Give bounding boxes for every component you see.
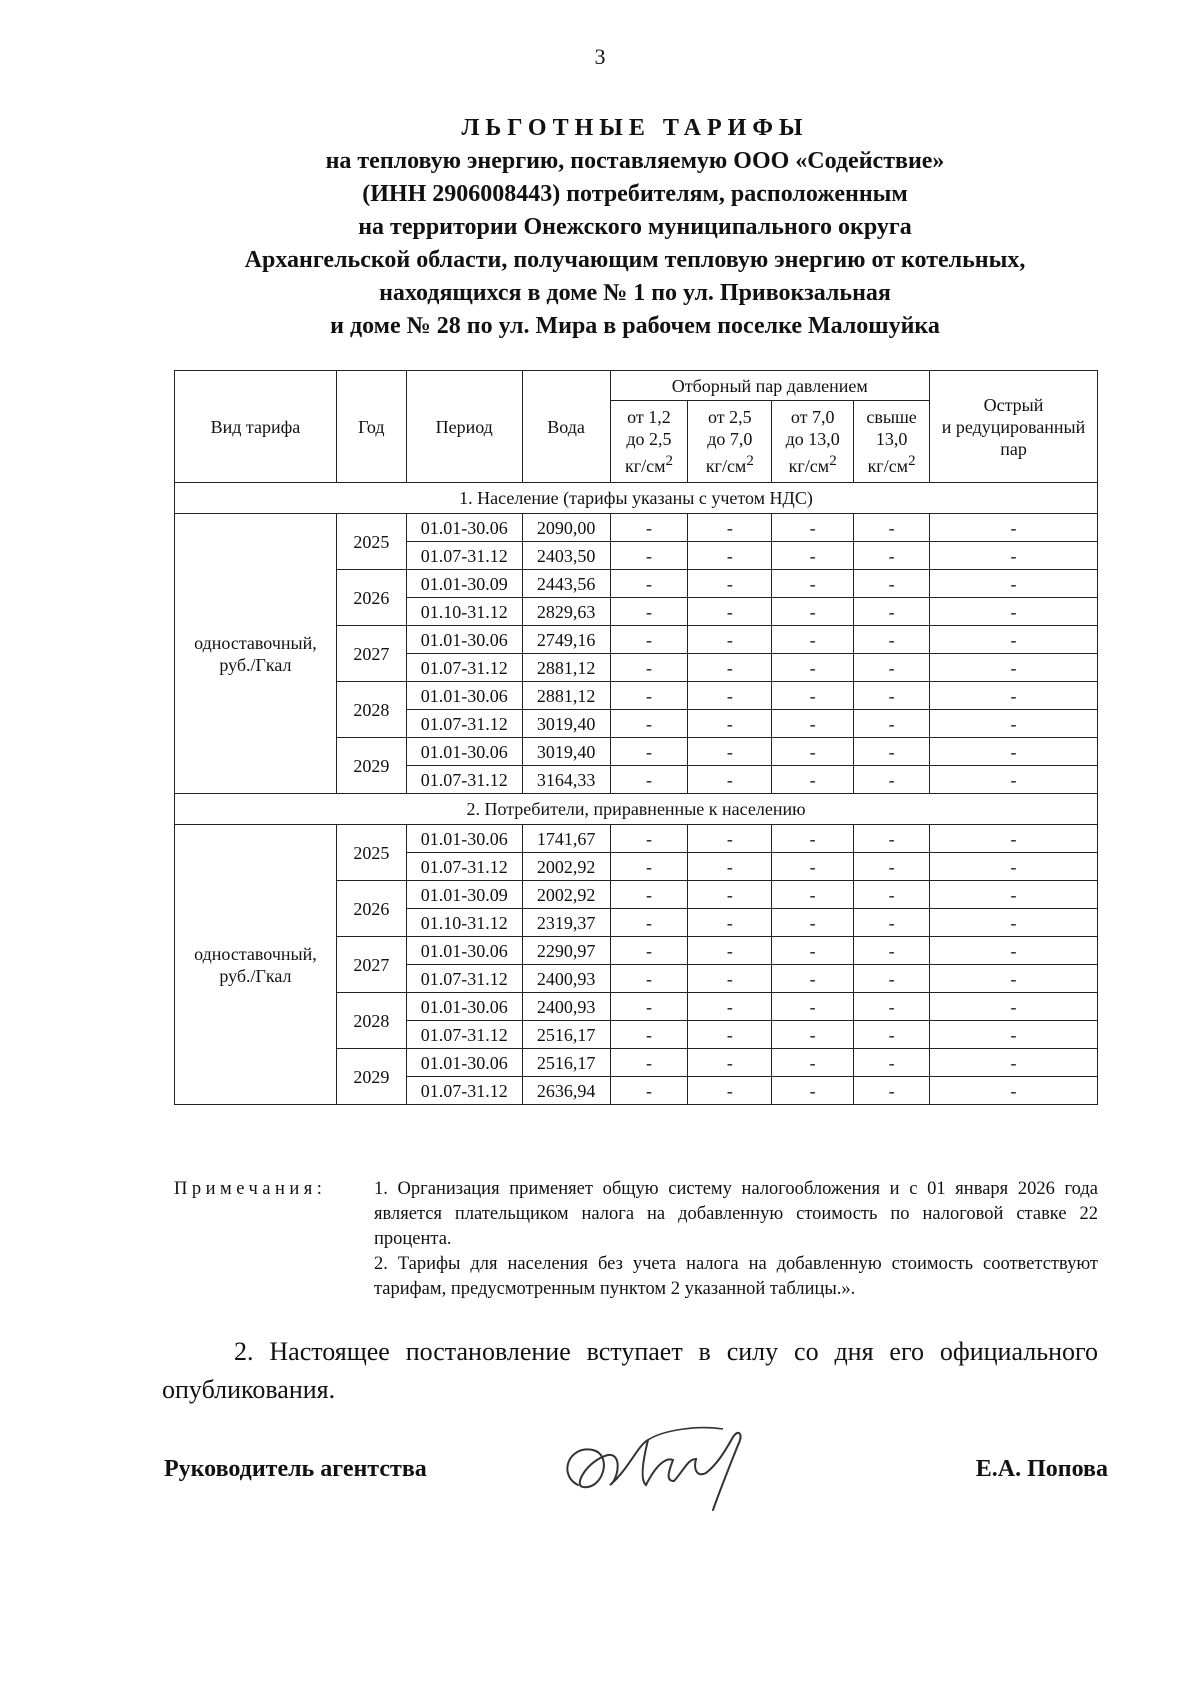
steam-tariff-cell: - xyxy=(610,598,688,626)
period-cell: 01.10-31.12 xyxy=(406,909,522,937)
steam-tariff-cell: - xyxy=(772,598,854,626)
steam-tariff-cell: - xyxy=(854,514,930,542)
title-line: и доме № 28 по ул. Мира в рабочем поселке Малошуйка xyxy=(330,313,940,339)
period-cell: 01.01-30.06 xyxy=(406,937,522,965)
steam-tariff-cell: - xyxy=(854,853,930,881)
table-body xyxy=(175,483,1098,1105)
title-line: на тепловую энергию, поставляемую ООО «Содействие» xyxy=(325,148,945,174)
steam-tariff-cell: - xyxy=(610,1077,688,1105)
steam-tariff-cell: - xyxy=(772,909,854,937)
sharp-steam-tariff-cell: - xyxy=(930,993,1098,1021)
section-header-row xyxy=(175,483,1098,514)
signer-name: Е.А. Попова xyxy=(975,1456,1108,1482)
water-tariff-cell: 2002,92 xyxy=(522,881,610,909)
sharp-steam-tariff-cell: - xyxy=(930,570,1098,598)
sharp-steam-tariff-cell: - xyxy=(930,825,1098,853)
steam-tariff-cell: - xyxy=(688,937,772,965)
steam-tariff-cell: - xyxy=(610,965,688,993)
sharp-steam-tariff-cell: - xyxy=(930,853,1098,881)
water-tariff-cell: 2749,16 xyxy=(522,626,610,654)
steam-tariff-cell: - xyxy=(772,542,854,570)
sharp-steam-tariff-cell: - xyxy=(930,682,1098,710)
steam-tariff-cell: - xyxy=(772,853,854,881)
steam-tariff-cell: - xyxy=(772,965,854,993)
steam-tariff-cell: - xyxy=(854,738,930,766)
steam-tariff-cell: - xyxy=(772,682,854,710)
steam-tariff-cell: - xyxy=(772,825,854,853)
steam-tariff-cell: - xyxy=(688,853,772,881)
tariff-type-cell: одноставочный, руб./Гкал xyxy=(175,514,337,794)
page-number: 3 xyxy=(594,44,606,69)
period-cell: 01.01-30.06 xyxy=(406,682,522,710)
steam-tariff-cell: - xyxy=(854,965,930,993)
steam-tariff-cell: - xyxy=(610,1021,688,1049)
water-tariff-cell: 2881,12 xyxy=(522,654,610,682)
steam-tariff-cell: - xyxy=(772,1077,854,1105)
steam-tariff-cell: - xyxy=(772,626,854,654)
steam-tariff-cell: - xyxy=(610,909,688,937)
header-steam-col: свыше 13,0 $кг/см^2$ xyxy=(854,401,930,483)
steam-tariff-cell: - xyxy=(772,993,854,1021)
steam-tariff-cell: - xyxy=(854,682,930,710)
sharp-steam-tariff-cell: - xyxy=(930,909,1098,937)
steam-tariff-cell: - xyxy=(854,710,930,738)
header-water: Вода xyxy=(522,371,610,483)
water-tariff-cell: 2881,12 xyxy=(522,682,610,710)
year-cell: 2029 xyxy=(336,1049,406,1105)
steam-tariff-cell: - xyxy=(688,514,772,542)
steam-tariff-cell: - xyxy=(688,598,772,626)
sharp-steam-tariff-cell: - xyxy=(930,937,1098,965)
period-cell: 01.01-30.06 xyxy=(406,1049,522,1077)
steam-tariff-cell: - xyxy=(610,542,688,570)
year-cell: 2028 xyxy=(336,993,406,1049)
title-line: (ИНН 2906008443) потребителям, расположенным xyxy=(362,181,908,207)
sharp-steam-tariff-cell: - xyxy=(930,738,1098,766)
document-title xyxy=(100,112,1170,343)
steam-tariff-cell: - xyxy=(688,710,772,738)
steam-tariff-cell: - xyxy=(772,1021,854,1049)
header-period: Период xyxy=(406,371,522,483)
steam-tariff-cell: - xyxy=(854,1049,930,1077)
title-line: находящихся в доме № 1 по ул. Привокзальная xyxy=(379,280,891,306)
sharp-steam-tariff-cell: - xyxy=(930,1077,1098,1105)
note-item: 1. Организация применяет общую систему налогообложения и с 01 января 2026 года является плательщиком налога на добавленную стоимость по налоговой ставке 22 процента. xyxy=(374,1179,1098,1249)
handwritten-signature xyxy=(548,1415,768,1515)
steam-tariff-cell: - xyxy=(688,881,772,909)
steam-tariff-cell: - xyxy=(772,710,854,738)
steam-tariff-cell: - xyxy=(688,626,772,654)
header-steam-group: Отборный пар давлением xyxy=(610,371,930,401)
year-cell: 2026 xyxy=(336,881,406,937)
water-tariff-cell: 2400,93 xyxy=(522,965,610,993)
steam-tariff-cell: - xyxy=(610,710,688,738)
period-cell: 01.07-31.12 xyxy=(406,542,522,570)
steam-tariff-cell: - xyxy=(688,993,772,1021)
sharp-steam-tariff-cell: - xyxy=(930,654,1098,682)
steam-tariff-cell: - xyxy=(854,993,930,1021)
table-row xyxy=(175,825,1098,853)
steam-tariff-cell: - xyxy=(854,542,930,570)
header-steam-col: от 2,5 до 7,0 $кг/см^2$ xyxy=(688,401,772,483)
period-cell: 01.07-31.12 xyxy=(406,1021,522,1049)
steam-tariff-cell: - xyxy=(688,825,772,853)
header-sharp-steam: Острый и редуцированный пар xyxy=(930,371,1098,483)
steam-tariff-cell: - xyxy=(688,965,772,993)
steam-tariff-cell: - xyxy=(688,570,772,598)
steam-tariff-cell: - xyxy=(772,937,854,965)
steam-tariff-cell: - xyxy=(854,881,930,909)
steam-tariff-cell: - xyxy=(610,682,688,710)
header-steam-col: от 7,0 до 13,0 $кг/см^2$ xyxy=(772,401,854,483)
header-tariff-type: Вид тарифа xyxy=(175,371,337,483)
water-tariff-cell: 2403,50 xyxy=(522,542,610,570)
steam-tariff-cell: - xyxy=(610,514,688,542)
header-year: Год xyxy=(336,371,406,483)
water-tariff-cell: 1741,67 xyxy=(522,825,610,853)
steam-tariff-cell: - xyxy=(610,881,688,909)
water-tariff-cell: 2319,37 xyxy=(522,909,610,937)
steam-tariff-cell: - xyxy=(854,570,930,598)
section-header-row xyxy=(175,794,1098,825)
sharp-steam-tariff-cell: - xyxy=(930,514,1098,542)
water-tariff-cell: 2290,97 xyxy=(522,937,610,965)
period-cell: 01.01-30.06 xyxy=(406,738,522,766)
year-cell: 2027 xyxy=(336,626,406,682)
water-tariff-cell: 2516,17 xyxy=(522,1021,610,1049)
steam-tariff-cell: - xyxy=(854,1021,930,1049)
steam-tariff-cell: - xyxy=(610,766,688,794)
notes-label: Примечания: xyxy=(174,1179,327,1199)
steam-tariff-cell: - xyxy=(610,738,688,766)
steam-tariff-cell: - xyxy=(772,738,854,766)
water-tariff-cell: 3019,40 xyxy=(522,738,610,766)
period-cell: 01.01-30.09 xyxy=(406,570,522,598)
sharp-steam-tariff-cell: - xyxy=(930,626,1098,654)
steam-tariff-cell: - xyxy=(772,881,854,909)
sharp-steam-tariff-cell: - xyxy=(930,1049,1098,1077)
steam-tariff-cell: - xyxy=(688,1077,772,1105)
period-cell: 01.01-30.06 xyxy=(406,514,522,542)
tariff-type-cell: одноставочный, руб./Гкал xyxy=(175,825,337,1105)
steam-tariff-cell: - xyxy=(610,937,688,965)
steam-tariff-cell: - xyxy=(772,514,854,542)
steam-tariff-cell: - xyxy=(610,570,688,598)
steam-tariff-cell: - xyxy=(854,937,930,965)
steam-tariff-cell: - xyxy=(688,682,772,710)
period-cell: 01.07-31.12 xyxy=(406,1077,522,1105)
table-row xyxy=(175,514,1098,542)
steam-tariff-cell: - xyxy=(772,570,854,598)
steam-tariff-cell: - xyxy=(610,853,688,881)
year-cell: 2026 xyxy=(336,570,406,626)
decree-paragraph xyxy=(162,1333,1098,1409)
steam-tariff-cell: - xyxy=(688,542,772,570)
section-title: 2. Потребители, приравненные к населению xyxy=(175,794,1098,825)
sharp-steam-tariff-cell: - xyxy=(930,1021,1098,1049)
steam-tariff-cell: - xyxy=(854,1077,930,1105)
period-cell: 01.07-31.12 xyxy=(406,853,522,881)
steam-tariff-cell: - xyxy=(688,738,772,766)
sharp-steam-tariff-cell: - xyxy=(930,542,1098,570)
water-tariff-cell: 2516,17 xyxy=(522,1049,610,1077)
year-cell: 2025 xyxy=(336,514,406,570)
steam-tariff-cell: - xyxy=(688,1021,772,1049)
steam-tariff-cell: - xyxy=(854,825,930,853)
year-cell: 2027 xyxy=(336,937,406,993)
steam-tariff-cell: - xyxy=(688,654,772,682)
notes-list xyxy=(374,1177,1098,1302)
steam-tariff-cell: - xyxy=(854,598,930,626)
steam-tariff-cell: - xyxy=(688,766,772,794)
steam-tariff-cell: - xyxy=(610,825,688,853)
steam-tariff-cell: - xyxy=(688,1049,772,1077)
steam-tariff-cell: - xyxy=(688,909,772,937)
steam-tariff-cell: - xyxy=(854,626,930,654)
steam-tariff-cell: - xyxy=(610,993,688,1021)
period-cell: 01.10-31.12 xyxy=(406,598,522,626)
sharp-steam-tariff-cell: - xyxy=(930,965,1098,993)
water-tariff-cell: 2002,92 xyxy=(522,853,610,881)
water-tariff-cell: 2400,93 xyxy=(522,993,610,1021)
year-cell: 2029 xyxy=(336,738,406,794)
header-steam-col: от 1,2 до 2,5 $кг/см^2$ xyxy=(610,401,688,483)
water-tariff-cell: 2829,63 xyxy=(522,598,610,626)
decree-text: 2. Настоящее постановление вступает в силу со дня его официального опубликования. xyxy=(162,1337,1098,1404)
signer-position: Руководитель агентства xyxy=(164,1456,427,1482)
steam-tariff-cell: - xyxy=(610,626,688,654)
year-cell: 2028 xyxy=(336,682,406,738)
steam-tariff-cell: - xyxy=(854,909,930,937)
steam-tariff-cell: - xyxy=(610,1049,688,1077)
steam-tariff-cell: - xyxy=(610,654,688,682)
period-cell: 01.07-31.12 xyxy=(406,654,522,682)
steam-tariff-cell: - xyxy=(854,654,930,682)
tariff-table xyxy=(174,370,1098,1105)
period-cell: 01.01-30.06 xyxy=(406,993,522,1021)
water-tariff-cell: 3164,33 xyxy=(522,766,610,794)
period-cell: 01.01-30.09 xyxy=(406,881,522,909)
steam-tariff-cell: - xyxy=(772,766,854,794)
title-line: Архангельской области, получающим тепловую энергию от котельных, xyxy=(244,247,1026,273)
period-cell: 01.07-31.12 xyxy=(406,766,522,794)
period-cell: 01.01-30.06 xyxy=(406,825,522,853)
period-cell: 01.07-31.12 xyxy=(406,965,522,993)
period-cell: 01.07-31.12 xyxy=(406,710,522,738)
water-tariff-cell: 2443,56 xyxy=(522,570,610,598)
title-line: на территории Онежского муниципального округа xyxy=(358,214,912,240)
sharp-steam-tariff-cell: - xyxy=(930,598,1098,626)
year-cell: 2025 xyxy=(336,825,406,881)
water-tariff-cell: 3019,40 xyxy=(522,710,610,738)
note-item: 2. Тарифы для населения без учета налога на добавленную стоимость соответствуют тарифам, предусмотренным пунктом 2 указанной таблицы.». xyxy=(374,1254,1098,1299)
sharp-steam-tariff-cell: - xyxy=(930,881,1098,909)
section-title: 1. Население (тарифы указаны с учетом НДС) xyxy=(175,483,1098,514)
period-cell: 01.01-30.06 xyxy=(406,626,522,654)
steam-tariff-cell: - xyxy=(772,1049,854,1077)
water-tariff-cell: 2090,00 xyxy=(522,514,610,542)
water-tariff-cell: 2636,94 xyxy=(522,1077,610,1105)
steam-tariff-cell: - xyxy=(854,766,930,794)
title-main: ЛЬГОТНЫЕ ТАРИФЫ xyxy=(461,115,809,141)
sharp-steam-tariff-cell: - xyxy=(930,710,1098,738)
sharp-steam-tariff-cell: - xyxy=(930,766,1098,794)
steam-tariff-cell: - xyxy=(772,654,854,682)
